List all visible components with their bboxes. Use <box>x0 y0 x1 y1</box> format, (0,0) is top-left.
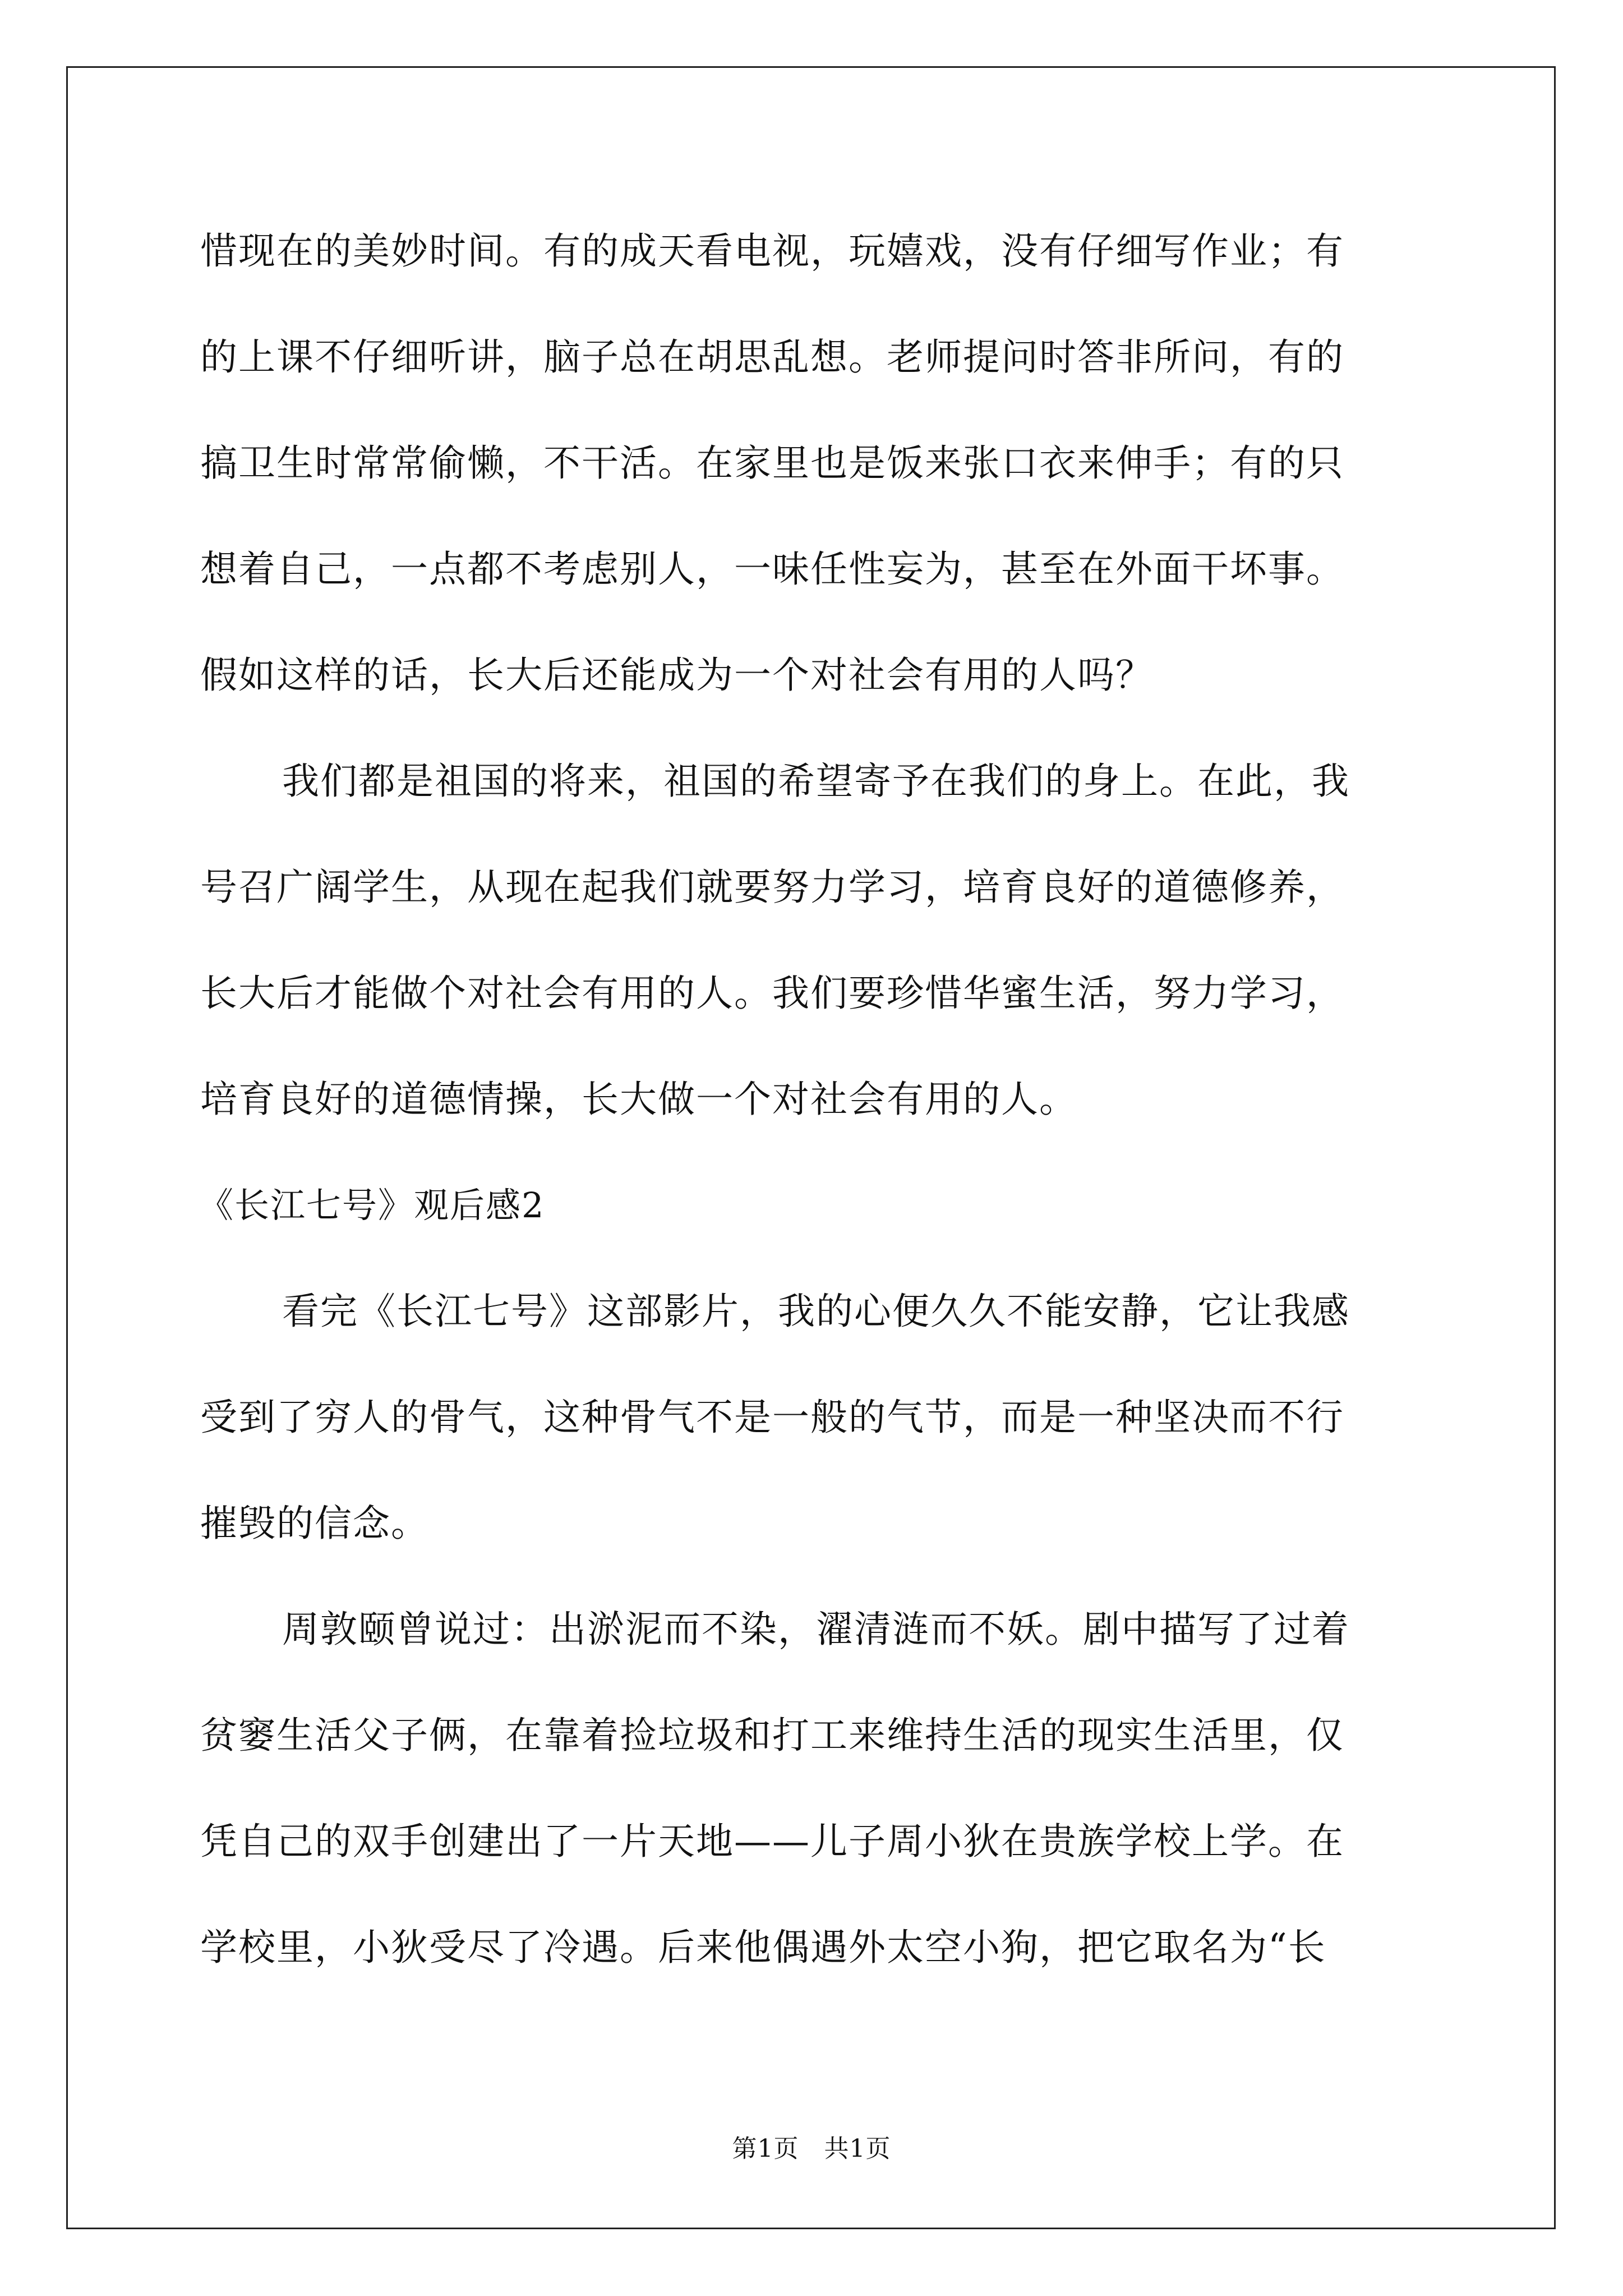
body-line: 摧毁的信念。 <box>200 1502 429 1545</box>
body-line: 想着自己，一点都不考虑别人，一味任性妄为，甚至在外面干坏事。 <box>200 547 1344 591</box>
body-line: 惜现在的美妙时间。有的成天看电视，玩嬉戏，没有仔细写作业；有 <box>200 229 1344 273</box>
body-line: 长大后才能做个对社会有用的人。我们要珍惜华蜜生活，努力学习， <box>200 972 1344 1015</box>
body-line: 假如这样的话，长大后还能成为一个对社会有用的人吗？ <box>200 654 1154 697</box>
paragraph-first-line: 周敦颐曾说过：出淤泥而不染，濯清涟而不妖。剧中描写了过着 <box>282 1608 1350 1651</box>
body-line: 受到了穷人的骨气，这种骨气不是一般的气节，而是一种坚决而不行 <box>200 1396 1344 1439</box>
body-line: 号召广阔学生，从现在起我们就要努力学习，培育良好的道德修养， <box>200 866 1344 909</box>
body-line: 贫窭生活父子俩，在靠着捡垃圾和打工来维持生活的现实生活里，仅 <box>200 1714 1344 1757</box>
paragraph-first-line: 看完《长江七号》这部影片，我的心便久久不能安静，它让我感 <box>282 1290 1350 1333</box>
section-heading: 《长江七号》观后感2 <box>199 1185 545 1226</box>
body-line: 搞卫生时常常偷懒，不干活。在家里也是饭来张口衣来伸手；有的只 <box>200 441 1344 485</box>
paragraph-first-line: 我们都是祖国的将来，祖国的希望寄予在我们的身上。在此，我 <box>282 760 1350 803</box>
body-line: 的上课不仔细听讲，脑子总在胡思乱想。老师提问时答非所问，有的 <box>200 335 1344 379</box>
body-line: 学校里，小狄受尽了冷遇。后来他偶遇外太空小狗，把它取名为“长 <box>200 1926 1326 1969</box>
body-line: 凭自己的双手创建出了一片天地——儿子周小狄在贵族学校上学。在 <box>200 1820 1344 1863</box>
page-number-footer: 第1页 共1页 <box>732 2134 891 2163</box>
body-line: 培育良好的道德情操，长大做一个对社会有用的人。 <box>200 1078 1077 1121</box>
document-body <box>200 215 1423 2018</box>
